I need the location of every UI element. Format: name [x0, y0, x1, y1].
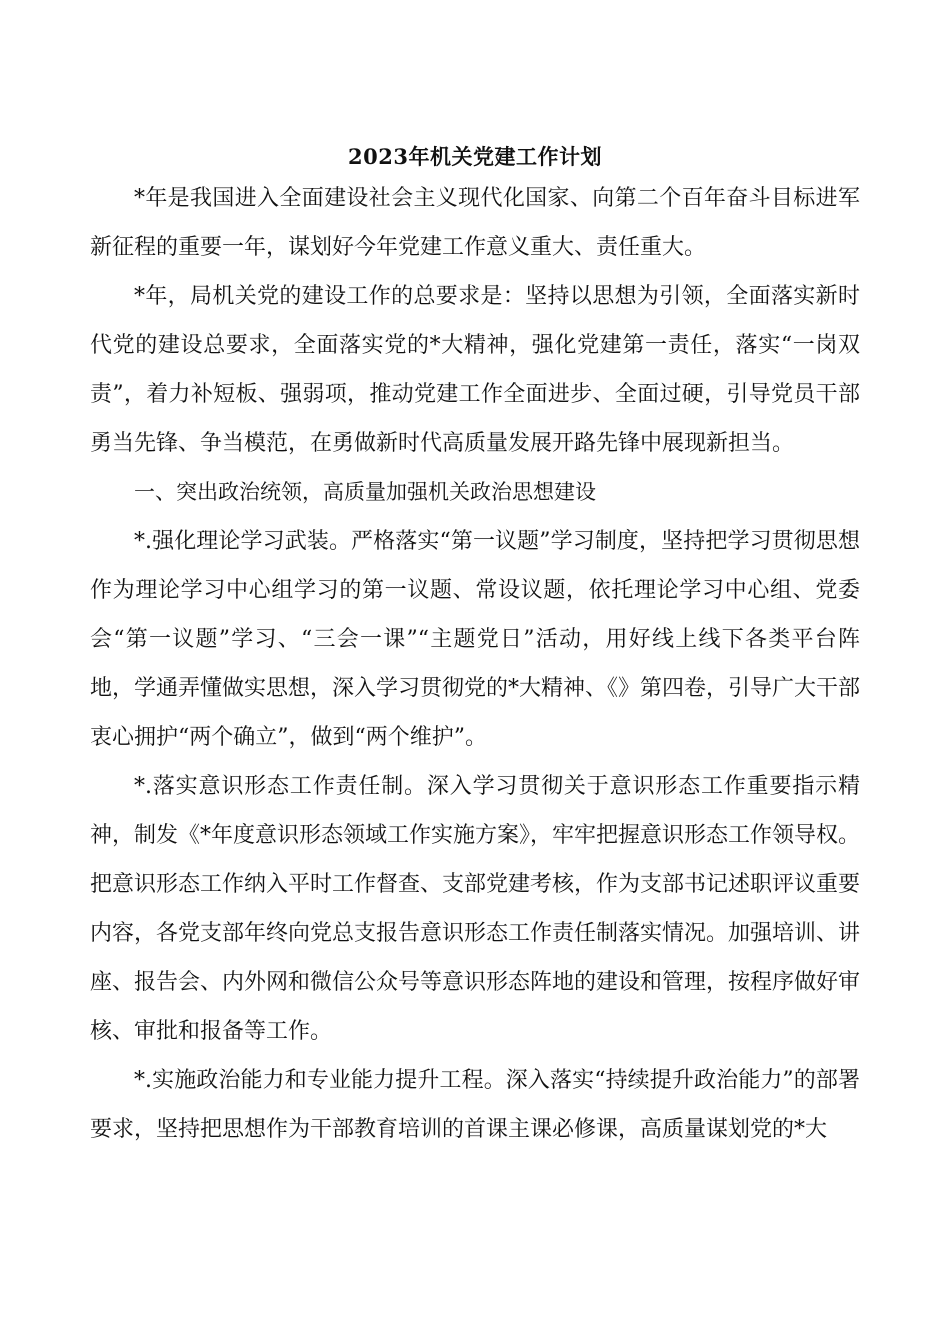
ideology-responsibility-paragraph: *.落实意识形态工作责任制。深入学习贯彻关于意识形态工作重要指示精神，制发《*年度意识形态领域工作实施方案》，牢牢把握意识形态工作领导权。把意识形态工作纳入平时工作督查、支部党建考核，作为支部书记述职评议重要内容，各党支部年终向党总支报告意识形态工作责任制落实情况。加强培训、讲座、报告会、内外网和微信公众号等意识形态阵地的建设和管理，按程序做好审核、审批和报备等工作。	[90, 774, 861, 1044]
intro-paragraph: *年是我国进入全面建设社会主义现代化国家、向第二个百年奋斗目标进军新征程的重要一年，谋划好今年党建工作意义重大、责任重大。	[90, 186, 860, 260]
document-title: 2023年机关党建工作计划	[348, 144, 602, 169]
general-requirements-paragraph: *年，局机关党的建设工作的总要求是：坚持以思想为引领，全面落实新时代党的建设总要求，全面落实党的*大精神，强化党建第一责任，落实“一岗双责”，着力补短板、强弱项，推动党建工作全面进步、全面过硬，引导党员干部勇当先锋、争当模范，在勇做新时代高质量发展开路先锋中展现新担当。	[90, 284, 860, 456]
theory-study-paragraph: *.强化理论学习武装。严格落实“第一议题”学习制度，坚持把学习贯彻思想作为理论学习中心组学习的第一议题、常设议题，依托理论学习中心组、党委会“第一议题”学习、“三会一课”“主题党日”活动，用好线上线下各类平台阵地，学通弄懂做实思想，深入学习贯彻党的*大精神、《》第四卷，引导广大干部衷心拥护“两个确立”，做到“两个维护”。	[90, 529, 861, 750]
capability-improvement-paragraph: *.实施政治能力和专业能力提升工程。深入落实“持续提升政治能力”的部署要求，坚持把思想作为干部教育培训的首课主课必修课，高质量谋划党的*大	[90, 1068, 860, 1142]
document-body	[90, 174, 860, 1154]
section-heading-1: 一、突出政治统领，高质量加强机关政治思想建设	[134, 480, 596, 504]
